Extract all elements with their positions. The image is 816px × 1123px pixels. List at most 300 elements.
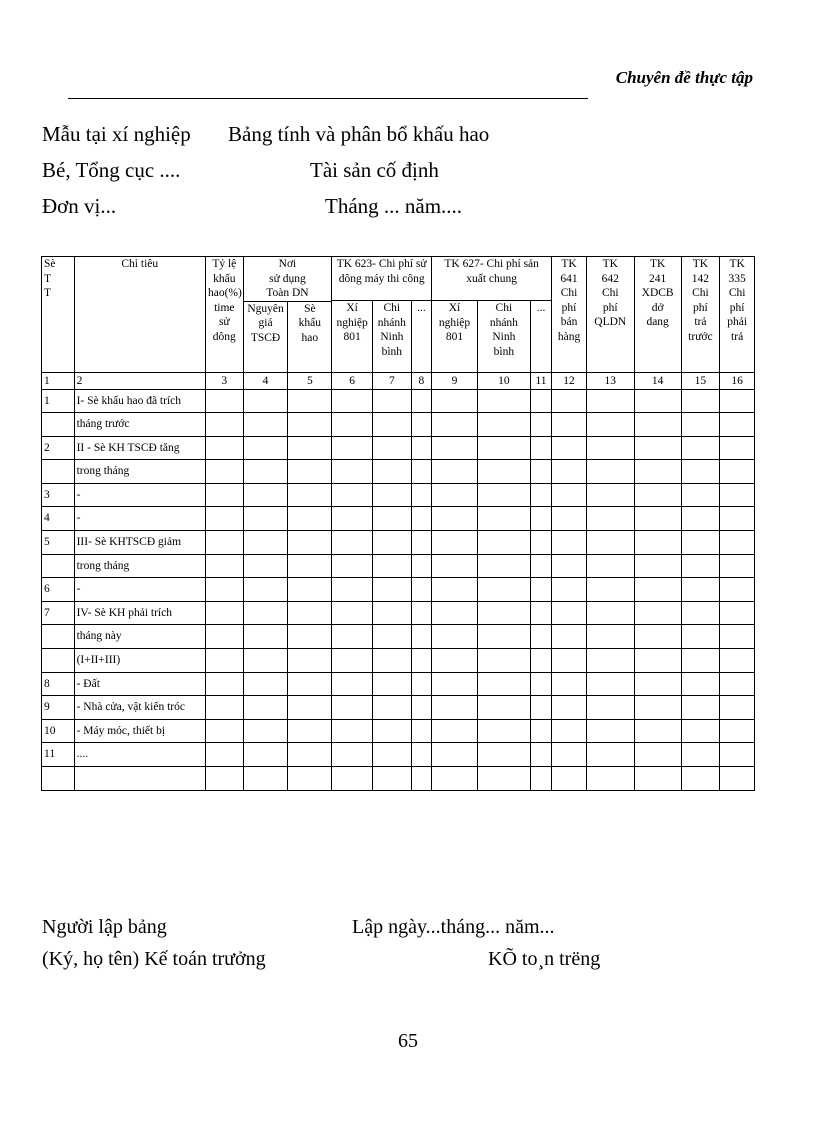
empty-cell: [530, 578, 551, 602]
empty-cell: [288, 767, 332, 791]
empty-cell: [477, 696, 530, 720]
empty-cell: [552, 743, 587, 767]
empty-cell: [411, 531, 431, 555]
empty-cell: [288, 413, 332, 437]
empty-cell: [552, 507, 587, 531]
header-tk241: TK 241 XDCB dở dang: [634, 257, 681, 373]
empty-cell: [634, 767, 681, 791]
empty-cell: [432, 696, 478, 720]
empty-cell: [411, 436, 431, 460]
colnum: 2: [74, 372, 205, 389]
empty-cell: [332, 743, 373, 767]
empty-cell: [332, 719, 373, 743]
empty-cell: [332, 601, 373, 625]
empty-cell: [372, 389, 411, 413]
empty-cell: [372, 460, 411, 484]
row-label: I- Sè khấu hao đã trích: [74, 389, 205, 413]
empty-cell: [586, 389, 634, 413]
empty-cell: [634, 625, 681, 649]
empty-cell: [288, 696, 332, 720]
empty-cell: [530, 743, 551, 767]
colnum: 9: [432, 372, 478, 389]
empty-cell: [586, 696, 634, 720]
empty-cell: [243, 578, 288, 602]
empty-cell: [205, 389, 243, 413]
empty-cell: [243, 601, 288, 625]
empty-cell: [332, 507, 373, 531]
empty-cell: [411, 601, 431, 625]
empty-cell: [205, 601, 243, 625]
empty-cell: [530, 507, 551, 531]
empty-cell: [552, 436, 587, 460]
empty-cell: [477, 531, 530, 555]
header-xi-nghiep-623: Xí nghiệp 801: [332, 301, 373, 373]
row-label: -: [74, 483, 205, 507]
empty-cell: [477, 743, 530, 767]
empty-cell: [411, 719, 431, 743]
empty-cell: [243, 413, 288, 437]
empty-cell: [372, 413, 411, 437]
empty-cell: [552, 531, 587, 555]
empty-cell: [530, 696, 551, 720]
empty-cell: [243, 531, 288, 555]
empty-cell: [372, 696, 411, 720]
empty-cell: [372, 436, 411, 460]
empty-cell: [720, 743, 755, 767]
row-number: 10: [42, 719, 75, 743]
empty-cell: [411, 554, 431, 578]
header-stt: Sè T T: [42, 257, 75, 373]
table-row: [42, 625, 755, 649]
empty-cell: [332, 578, 373, 602]
empty-cell: [720, 554, 755, 578]
header-dots-627: ...: [530, 301, 551, 373]
empty-cell: [634, 531, 681, 555]
empty-cell: [205, 719, 243, 743]
empty-cell: [477, 601, 530, 625]
table-row: [42, 389, 755, 413]
header-rule: [68, 98, 588, 99]
empty-cell: [634, 743, 681, 767]
empty-cell: [432, 507, 478, 531]
empty-cell: [432, 672, 478, 696]
empty-cell: [586, 578, 634, 602]
empty-cell: [552, 460, 587, 484]
footer-sign-hint: (Ký, họ tên) Kế toán trưởng: [42, 948, 266, 970]
footer-date-line: Lập ngày...tháng... năm...: [352, 916, 555, 938]
empty-cell: [243, 625, 288, 649]
row-number: [42, 767, 75, 791]
empty-cell: [681, 767, 720, 791]
header-nguyen-gia: Nguyên giá TSCĐ: [243, 301, 288, 372]
empty-cell: [552, 389, 587, 413]
empty-cell: [720, 507, 755, 531]
empty-cell: [720, 389, 755, 413]
empty-cell: [411, 696, 431, 720]
empty-cell: [205, 625, 243, 649]
empty-cell: [634, 460, 681, 484]
header-dots-623: ...: [411, 301, 431, 373]
row-number: [42, 649, 75, 673]
empty-cell: [243, 649, 288, 673]
empty-cell: [477, 649, 530, 673]
empty-cell: [530, 531, 551, 555]
empty-cell: [530, 601, 551, 625]
empty-cell: [681, 601, 720, 625]
row-label: - Máy móc, thiết bị: [74, 719, 205, 743]
table-row: [42, 719, 755, 743]
colnum: 3: [205, 372, 243, 389]
empty-cell: [288, 507, 332, 531]
empty-cell: [586, 672, 634, 696]
empty-cell: [411, 389, 431, 413]
empty-cell: [205, 531, 243, 555]
empty-cell: [634, 389, 681, 413]
empty-cell: [372, 672, 411, 696]
empty-cell: [586, 483, 634, 507]
colnum: 14: [634, 372, 681, 389]
empty-cell: [586, 460, 634, 484]
empty-cell: [530, 719, 551, 743]
empty-cell: [530, 767, 551, 791]
empty-cell: [530, 460, 551, 484]
empty-cell: [205, 672, 243, 696]
colnum: 8: [411, 372, 431, 389]
empty-cell: [477, 483, 530, 507]
empty-cell: [681, 672, 720, 696]
empty-cell: [372, 531, 411, 555]
empty-cell: [332, 649, 373, 673]
empty-cell: [530, 672, 551, 696]
empty-cell: [205, 743, 243, 767]
empty-cell: [681, 554, 720, 578]
empty-cell: [205, 507, 243, 531]
empty-cell: [411, 578, 431, 602]
empty-cell: [243, 743, 288, 767]
empty-cell: [243, 696, 288, 720]
row-number: 7: [42, 601, 75, 625]
empty-cell: [681, 389, 720, 413]
table-row: [42, 436, 755, 460]
empty-cell: [477, 672, 530, 696]
empty-cell: [332, 413, 373, 437]
empty-cell: [332, 389, 373, 413]
empty-cell: [530, 625, 551, 649]
row-number: 11: [42, 743, 75, 767]
header-left-1: Mẫu tại xí nghiệp: [42, 122, 191, 146]
empty-cell: [432, 625, 478, 649]
empty-cell: [332, 436, 373, 460]
table-row: [42, 696, 755, 720]
empty-cell: [552, 483, 587, 507]
empty-cell: [530, 413, 551, 437]
empty-cell: [552, 601, 587, 625]
empty-cell: [552, 719, 587, 743]
empty-cell: [634, 672, 681, 696]
empty-cell: [681, 743, 720, 767]
colnum: 12: [552, 372, 587, 389]
empty-cell: [288, 436, 332, 460]
empty-cell: [411, 743, 431, 767]
empty-cell: [681, 625, 720, 649]
empty-cell: [681, 483, 720, 507]
empty-cell: [634, 483, 681, 507]
table-row: [42, 649, 755, 673]
empty-cell: [681, 696, 720, 720]
empty-cell: [411, 625, 431, 649]
empty-cell: [411, 483, 431, 507]
empty-cell: [432, 719, 478, 743]
empty-cell: [332, 625, 373, 649]
empty-cell: [288, 460, 332, 484]
colnum: 16: [720, 372, 755, 389]
header-tk627: TK 627- Chi phí sản xuất chung: [432, 257, 552, 301]
colnum: 1: [42, 372, 75, 389]
empty-cell: [586, 413, 634, 437]
empty-cell: [432, 578, 478, 602]
header-tk641: TK 641 Chi phí bán hàng: [552, 257, 587, 373]
empty-cell: [720, 625, 755, 649]
empty-cell: [477, 389, 530, 413]
empty-cell: [681, 649, 720, 673]
empty-cell: [288, 531, 332, 555]
empty-cell: [288, 625, 332, 649]
row-number: 4: [42, 507, 75, 531]
empty-cell: [720, 767, 755, 791]
header-chi-nhanh-623: Chi nhánh Ninh bình: [372, 301, 411, 373]
footer-director: KÕ to¸n trëng: [488, 948, 601, 970]
empty-cell: [432, 601, 478, 625]
empty-cell: [243, 460, 288, 484]
empty-cell: [681, 507, 720, 531]
row-number: 9: [42, 696, 75, 720]
table-row: [42, 507, 755, 531]
empty-cell: [411, 460, 431, 484]
empty-cell: [411, 649, 431, 673]
empty-cell: [634, 696, 681, 720]
empty-cell: [634, 436, 681, 460]
row-label: ....: [74, 743, 205, 767]
row-label: -: [74, 578, 205, 602]
column-number-row: [42, 372, 755, 389]
empty-cell: [681, 719, 720, 743]
header-chi-nhanh-627: Chi nhánh Ninh bình: [477, 301, 530, 373]
empty-cell: [205, 413, 243, 437]
empty-cell: [432, 483, 478, 507]
empty-cell: [552, 625, 587, 649]
colnum: 7: [372, 372, 411, 389]
empty-cell: [332, 483, 373, 507]
empty-cell: [552, 413, 587, 437]
empty-cell: [243, 554, 288, 578]
empty-cell: [586, 649, 634, 673]
row-number: [42, 460, 75, 484]
empty-cell: [681, 413, 720, 437]
empty-cell: [477, 436, 530, 460]
empty-cell: [372, 601, 411, 625]
header-tk623: TK 623- Chi phí sử dông máy thi công: [332, 257, 432, 301]
row-label: - Đất: [74, 672, 205, 696]
row-label: trong tháng: [74, 460, 205, 484]
empty-cell: [552, 649, 587, 673]
empty-cell: [552, 767, 587, 791]
empty-cell: [372, 743, 411, 767]
empty-cell: [205, 649, 243, 673]
header-left-2: Bé, Tổng cục ....: [42, 158, 181, 182]
empty-cell: [332, 554, 373, 578]
colnum: 15: [681, 372, 720, 389]
row-label: trong tháng: [74, 554, 205, 578]
header-ty-le: Tỷ lệ khấu hao(%) time sử dông: [205, 257, 243, 373]
empty-cell: [372, 554, 411, 578]
colnum: 5: [288, 372, 332, 389]
empty-cell: [432, 531, 478, 555]
empty-cell: [720, 413, 755, 437]
empty-cell: [243, 483, 288, 507]
empty-cell: [243, 672, 288, 696]
empty-cell: [720, 460, 755, 484]
colnum: 10: [477, 372, 530, 389]
empty-cell: [720, 601, 755, 625]
row-label: tháng trước: [74, 413, 205, 437]
row-number: 3: [42, 483, 75, 507]
header-noi-su-dung: Nơi sử dụng Toàn DN: [243, 257, 332, 302]
empty-cell: [288, 719, 332, 743]
empty-cell: [586, 554, 634, 578]
row-label: tháng này: [74, 625, 205, 649]
header-tk142: TK 142 Chi phí trả trước: [681, 257, 720, 373]
empty-cell: [372, 649, 411, 673]
empty-cell: [205, 460, 243, 484]
table-row: [42, 672, 755, 696]
empty-cell: [530, 389, 551, 413]
empty-cell: [720, 578, 755, 602]
row-label: - Nhà cửa, vật kiến tróc: [74, 696, 205, 720]
empty-cell: [205, 436, 243, 460]
empty-cell: [720, 531, 755, 555]
empty-cell: [586, 601, 634, 625]
header-xi-nghiep-627: Xí nghiệp 801: [432, 301, 478, 373]
empty-cell: [288, 554, 332, 578]
table-row: [42, 413, 755, 437]
empty-cell: [332, 696, 373, 720]
empty-cell: [720, 696, 755, 720]
empty-cell: [372, 625, 411, 649]
running-title: Chuyên đề thực tập: [615, 68, 753, 87]
empty-cell: [243, 719, 288, 743]
row-label: IV- Sè KH phải trích: [74, 601, 205, 625]
empty-cell: [634, 554, 681, 578]
empty-cell: [432, 413, 478, 437]
row-number: 6: [42, 578, 75, 602]
empty-cell: [552, 578, 587, 602]
doc-title-2: Tài sản cố định: [310, 158, 439, 182]
empty-cell: [243, 507, 288, 531]
empty-cell: [411, 507, 431, 531]
header-tk335: TK 335 Chi phí phải trả: [720, 257, 755, 373]
page-number: 65: [398, 1030, 418, 1052]
empty-cell: [243, 767, 288, 791]
empty-cell: [411, 767, 431, 791]
empty-cell: [205, 578, 243, 602]
row-number: [42, 625, 75, 649]
empty-cell: [288, 483, 332, 507]
colnum: 13: [586, 372, 634, 389]
empty-cell: [586, 625, 634, 649]
empty-cell: [432, 767, 478, 791]
empty-cell: [205, 767, 243, 791]
empty-cell: [432, 554, 478, 578]
empty-cell: [477, 719, 530, 743]
empty-cell: [634, 601, 681, 625]
depreciation-table: [41, 256, 755, 791]
empty-cell: [372, 767, 411, 791]
table-row: [42, 578, 755, 602]
empty-cell: [411, 413, 431, 437]
empty-cell: [477, 767, 530, 791]
empty-cell: [432, 743, 478, 767]
empty-cell: [634, 578, 681, 602]
empty-cell: [530, 436, 551, 460]
empty-cell: [288, 389, 332, 413]
empty-cell: [634, 507, 681, 531]
empty-cell: [530, 649, 551, 673]
empty-cell: [332, 460, 373, 484]
empty-cell: [586, 743, 634, 767]
empty-cell: [288, 743, 332, 767]
empty-cell: [432, 460, 478, 484]
empty-cell: [552, 696, 587, 720]
empty-cell: [332, 672, 373, 696]
empty-cell: [681, 531, 720, 555]
empty-cell: [372, 578, 411, 602]
empty-cell: [243, 389, 288, 413]
empty-cell: [243, 436, 288, 460]
table-row: [42, 767, 755, 791]
empty-cell: [411, 672, 431, 696]
row-number: 2: [42, 436, 75, 460]
empty-cell: [586, 767, 634, 791]
header-left-3: Đơn vị...: [42, 194, 117, 218]
colnum: 4: [243, 372, 288, 389]
table-body: [42, 389, 755, 790]
row-label: II - Sè KH TSCĐ tăng: [74, 436, 205, 460]
colnum: 6: [332, 372, 373, 389]
empty-cell: [372, 507, 411, 531]
empty-cell: [530, 554, 551, 578]
empty-cell: [634, 413, 681, 437]
empty-cell: [720, 436, 755, 460]
header-so-khau-hao: Sè khấu hao: [288, 301, 332, 372]
empty-cell: [552, 672, 587, 696]
empty-cell: [477, 554, 530, 578]
table-row: [42, 460, 755, 484]
table-row: [42, 531, 755, 555]
colnum: 11: [530, 372, 551, 389]
empty-cell: [205, 696, 243, 720]
empty-cell: [586, 507, 634, 531]
empty-cell: [681, 578, 720, 602]
row-label: III- Sè KHTSCĐ giảm: [74, 531, 205, 555]
row-number: [42, 554, 75, 578]
empty-cell: [205, 483, 243, 507]
empty-cell: [477, 460, 530, 484]
empty-cell: [477, 507, 530, 531]
empty-cell: [634, 719, 681, 743]
empty-cell: [634, 649, 681, 673]
footer-preparer: Người lập bảng: [42, 916, 167, 938]
row-label: [74, 767, 205, 791]
